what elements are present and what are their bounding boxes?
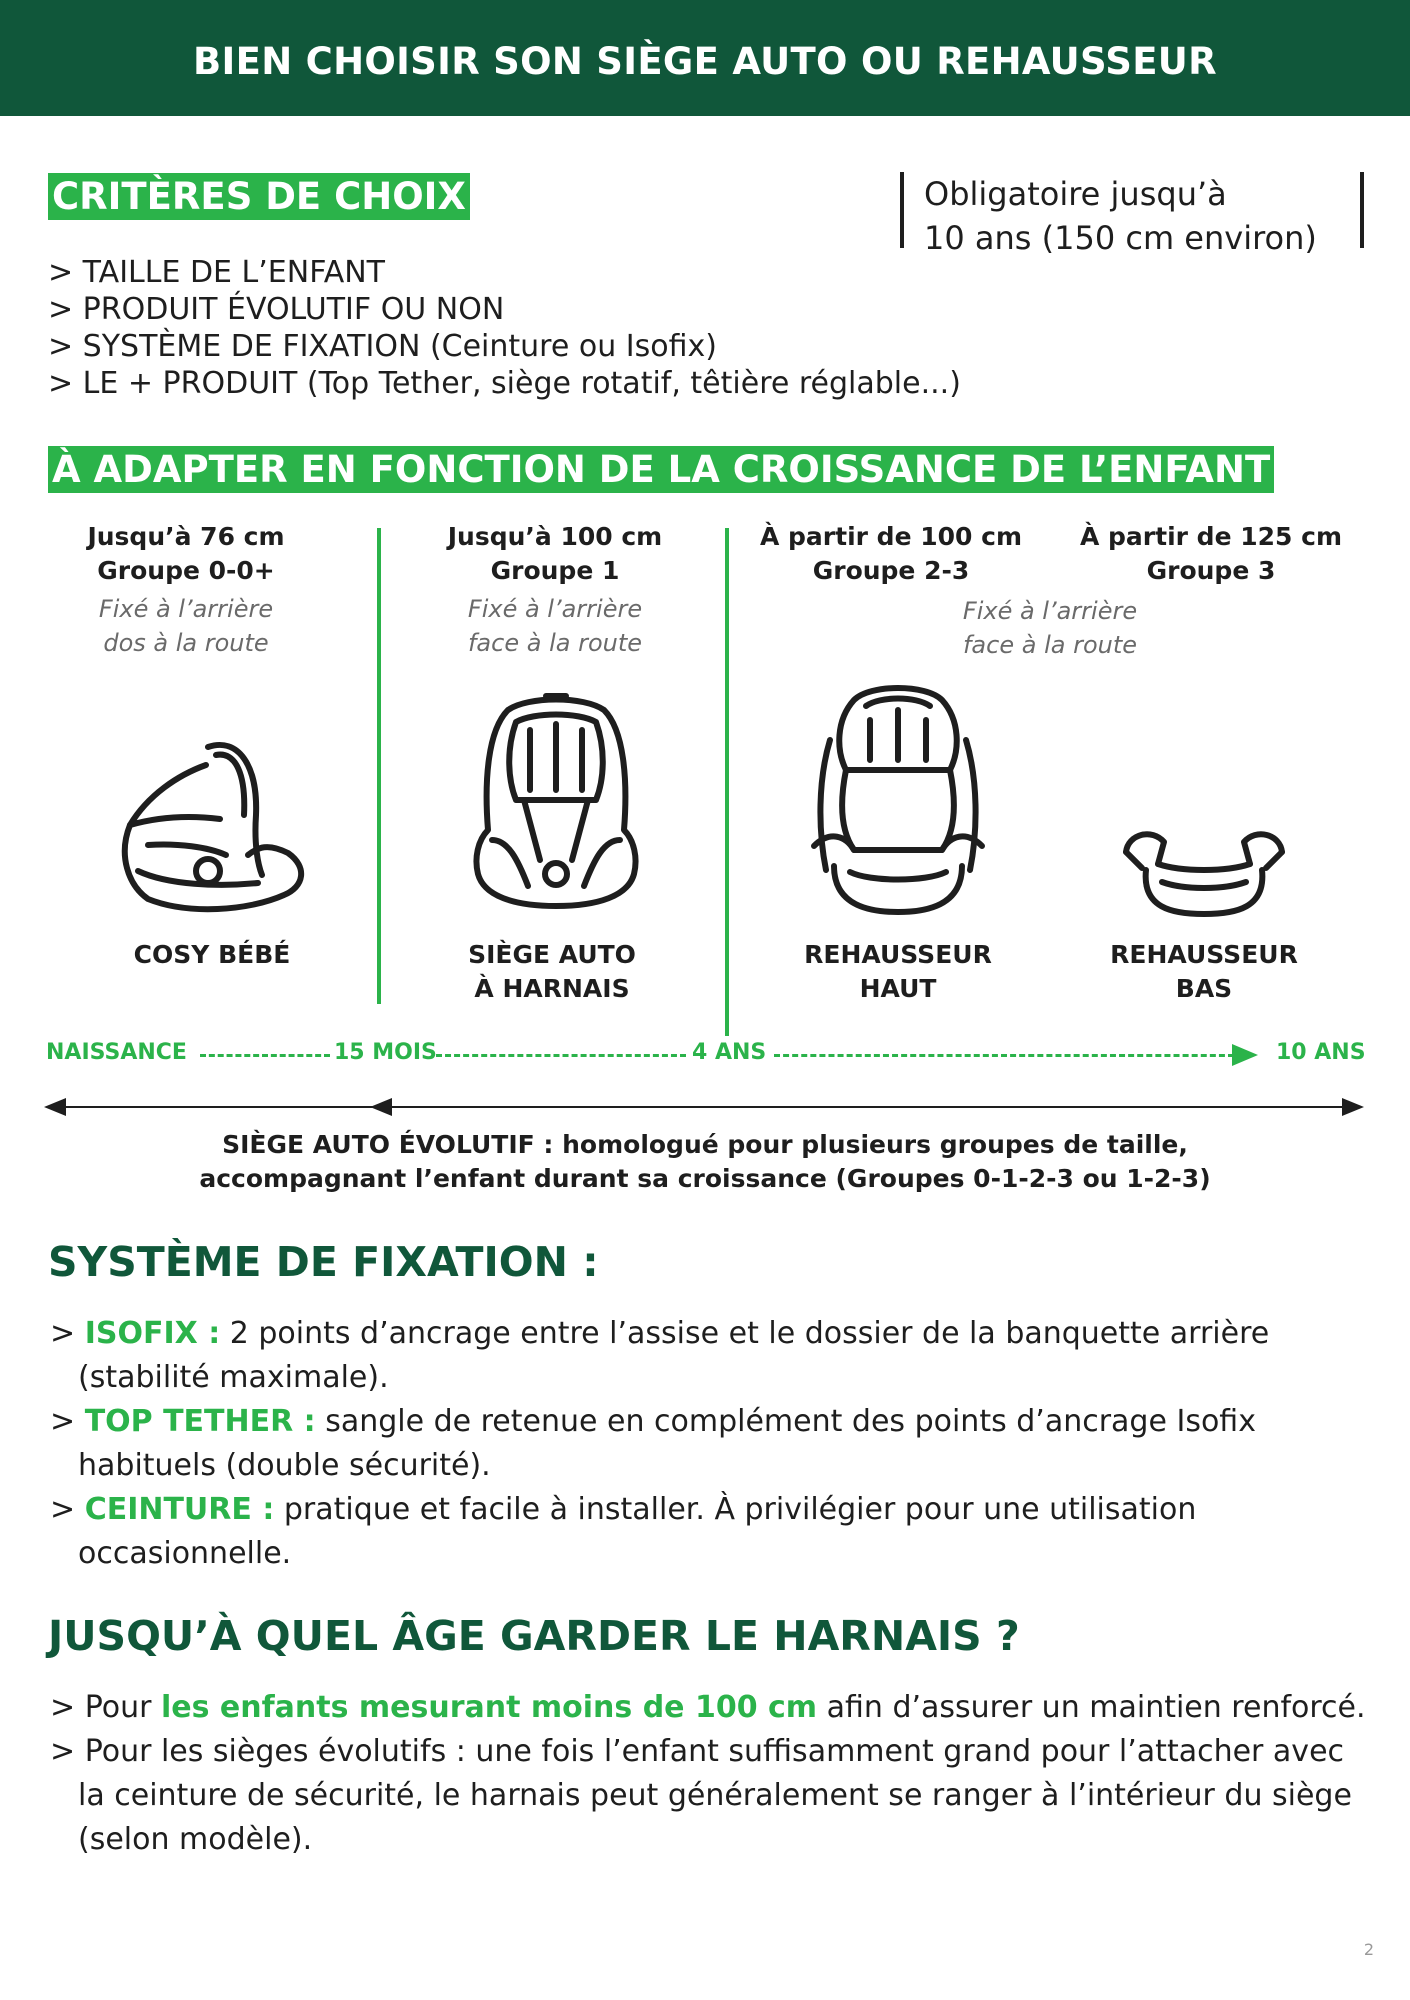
group-name: Groupe 2-3 <box>812 556 970 585</box>
group-fixation: Fixé à l’arrière <box>962 597 1138 625</box>
fixation-text: 2 points d’ancrage entre l’assise et le dossier de la banquette arrière (stabilité maximale). <box>78 1316 1270 1395</box>
criteria-item: > TAILLE DE L’ENFANT <box>48 255 385 290</box>
group-fixation: face à la route <box>962 631 1138 659</box>
fixation-label: CEINTURE : <box>84 1492 275 1527</box>
group-name: Groupe 3 <box>1146 556 1276 585</box>
seat-label-line: À HARNAIS <box>474 974 630 1003</box>
fixation-text: pratique et facile à installer. À privilégier pour une utilisation occasionnelle. <box>78 1492 1197 1571</box>
fixation-list <box>48 1312 1368 1576</box>
page-number: 2 <box>1363 1940 1374 1959</box>
mandatory-line: 10 ans (150 cm environ) <box>924 219 1317 257</box>
group-name: Groupe 0-0+ <box>97 556 275 585</box>
seat-label-cosy <box>80 938 344 972</box>
seat-label-harness <box>420 938 684 1006</box>
low-booster-icon <box>1122 824 1286 918</box>
harness-title: JUSQU’À QUEL ÂGE GARDER LE HARNAIS ? <box>48 1612 1020 1660</box>
timeline-birth: NAISSANCE <box>46 1040 187 1065</box>
group-1-column <box>410 520 700 660</box>
timeline-arrow-icon <box>1232 1044 1258 1066</box>
group-fixation: Fixé à l’arrière <box>467 595 643 623</box>
group-3-column <box>1066 520 1356 588</box>
group-fixation: dos à la route <box>103 629 269 657</box>
fixation-item-top-tether: > TOP TETHER : sangle de retenue en complément des points d’ancrage Isofix habituels (double sécurité). <box>50 1404 1256 1483</box>
timeline-15-months: 15 MOIS <box>334 1040 437 1065</box>
criteria-title: CRITÈRES DE CHOIX <box>48 173 470 220</box>
column-divider <box>377 528 381 1004</box>
shared-fixation <box>850 594 1250 662</box>
group-size: À partir de 125 cm <box>1079 522 1342 551</box>
criteria-item: > PRODUIT ÉVOLUTIF OU NON <box>48 292 505 327</box>
harness-item: > Pour les enfants mesurant moins de 100 cm afin d’assurer un maintien renforcé. <box>50 1690 1366 1725</box>
mandatory-note <box>900 172 1364 257</box>
page-header: BIEN CHOISIR SON SIÈGE AUTO OU REHAUSSEUR <box>0 0 1410 116</box>
seat-label-line: HAUT <box>859 974 937 1003</box>
seat-label-line: REHAUSSEUR <box>1110 940 1298 969</box>
arrow-left-icon <box>370 1098 392 1116</box>
growth-section <box>48 448 1274 492</box>
timeline-dash <box>436 1054 686 1057</box>
fixation-label: ISOFIX : <box>84 1316 221 1351</box>
mandatory-line: Obligatoire jusqu’à <box>924 175 1227 213</box>
group-fixation: face à la route <box>467 629 643 657</box>
group-fixation: Fixé à l’arrière <box>98 595 274 623</box>
group-size: Jusqu’à 100 cm <box>447 522 663 551</box>
seat-label-low-booster <box>1072 938 1336 1006</box>
seat-label-high-booster <box>766 938 1030 1006</box>
timeline-4-years: 4 ANS <box>692 1040 767 1065</box>
seat-label-line: BAS <box>1175 974 1233 1003</box>
fixation-item-isofix: > ISOFIX : 2 points d’ancrage entre l’assise et le dossier de la banquette arrière (stabilité maximale). <box>50 1316 1270 1395</box>
fixation-label: TOP TETHER : <box>84 1404 316 1439</box>
group-name: Groupe 1 <box>490 556 620 585</box>
criteria-item: > LE + PRODUIT (Top Tether, siège rotatif, têtière réglable...) <box>48 366 961 401</box>
fixation-text: sangle de retenue en complément des points d’ancrage Isofix habituels (double sécurité). <box>78 1404 1256 1483</box>
harness-text: Pour les sièges évolutifs : une fois l’enfant suffisamment grand pour l’attacher avec la ceinture de sécurité, le harnais peut généralement se ranger à l’intérieur du siège (selon modèle). <box>78 1734 1352 1857</box>
seat-label-line: COSY BÉBÉ <box>133 940 291 969</box>
evolutive-note <box>0 1128 1410 1196</box>
criteria-list <box>48 254 961 402</box>
harness-list <box>48 1686 1368 1862</box>
harness-text: afin d’assurer un maintien renforcé. <box>817 1690 1366 1725</box>
group-2-column <box>746 520 1036 588</box>
group-0-column <box>56 520 316 660</box>
evolutive-range-line <box>58 1106 1358 1108</box>
group-size: Jusqu’à 76 cm <box>87 522 285 551</box>
harness-item: > Pour les sièges évolutifs : une fois l’enfant suffisamment grand pour l’attacher avec la ceinture de sécurité, le harnais peut généralement se ranger à l’intérieur du siège (selon modèle). <box>50 1734 1352 1857</box>
high-booster-icon <box>810 680 986 918</box>
arrow-right-icon <box>1342 1098 1364 1116</box>
fixation-title: SYSTÈME DE FIXATION : <box>48 1238 599 1286</box>
timeline-10-years: 10 ANS <box>1276 1040 1366 1065</box>
seat-label-line: REHAUSSEUR <box>804 940 992 969</box>
growth-title: À ADAPTER EN FONCTION DE LA CROISSANCE DE L’ENFANT <box>48 446 1274 493</box>
column-divider <box>725 528 729 1036</box>
harness-seat-icon <box>468 690 644 916</box>
harness-highlight: les enfants mesurant moins de 100 cm <box>160 1690 818 1725</box>
harness-text: Pour <box>84 1690 161 1725</box>
evolutive-line: SIÈGE AUTO ÉVOLUTIF : homologué pour plusieurs groupes de taille, <box>222 1130 1188 1159</box>
group-size: À partir de 100 cm <box>759 522 1022 551</box>
baby-carrier-icon <box>108 735 312 917</box>
fixation-item-belt: > CEINTURE : pratique et facile à installer. À privilégier pour une utilisation occasionnelle. <box>50 1492 1197 1571</box>
seat-label-line: SIÈGE AUTO <box>468 940 636 969</box>
criteria-section <box>48 175 470 219</box>
timeline-dash <box>774 1054 1234 1057</box>
timeline-dash <box>200 1054 330 1057</box>
criteria-item: > SYSTÈME DE FIXATION (Ceinture ou Isofix) <box>48 329 717 364</box>
arrow-left-icon <box>44 1098 66 1116</box>
evolutive-line: accompagnant l’enfant durant sa croissance (Groupes 0-1-2-3 ou 1-2-3) <box>199 1164 1211 1193</box>
